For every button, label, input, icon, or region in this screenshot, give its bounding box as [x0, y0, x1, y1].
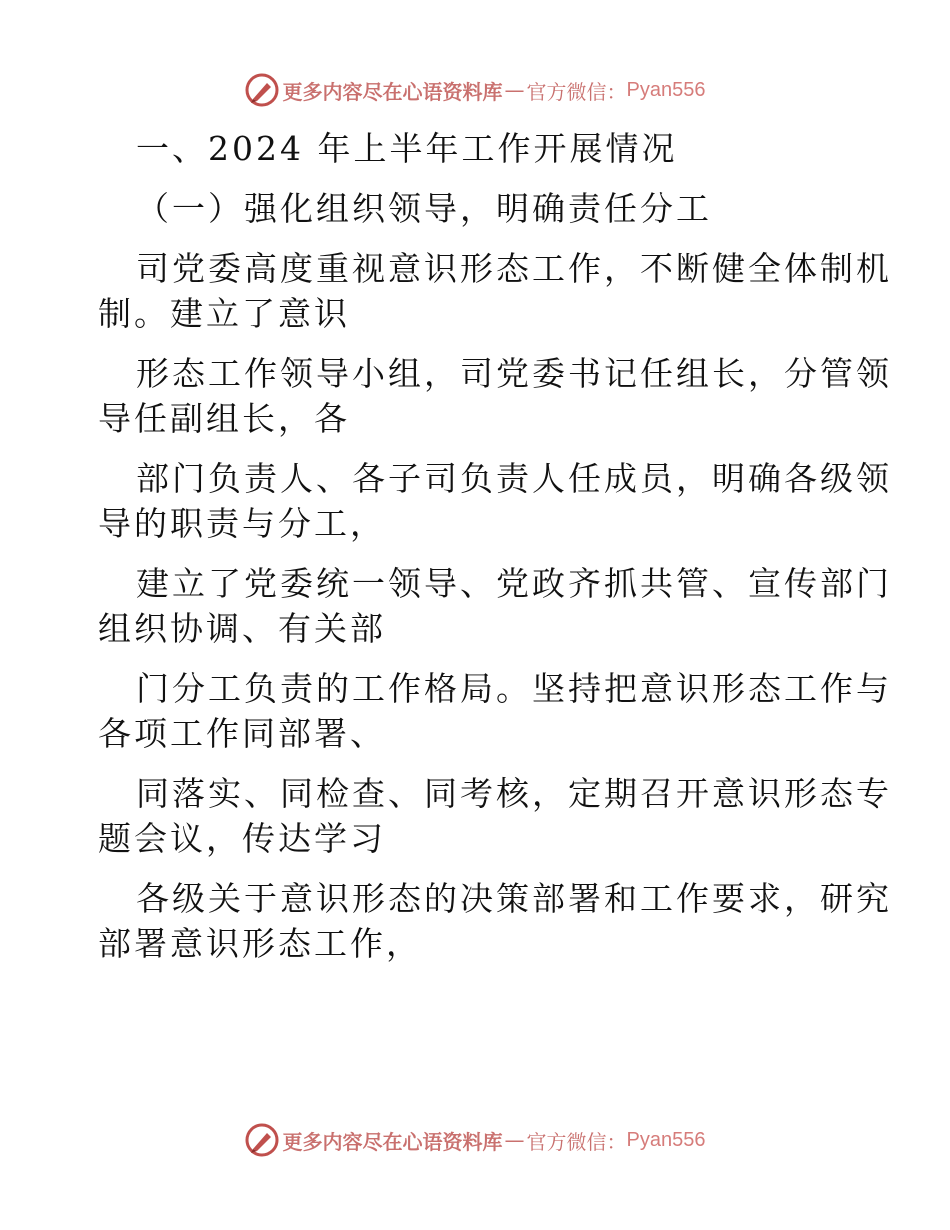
- watermark-official-label: 官方微信：: [526, 1129, 627, 1154]
- watermark-wechat-id: Pyan556: [626, 78, 706, 101]
- paragraph-line: 部门负责人、各子司负责人任成员，明确各级领: [136, 459, 892, 498]
- paragraph-line: 制。建立了意识: [98, 294, 350, 333]
- paragraph-6: [98, 771, 892, 861]
- paragraph-3: [98, 456, 892, 546]
- paragraph-line: 组织协调、有关部: [98, 609, 386, 648]
- subsection-heading: （一）强化组织领导，明确责任分工: [136, 189, 712, 228]
- paragraph-line: 建立了党委统一领导、党政齐抓共管、宣传部门: [136, 564, 892, 603]
- paragraph-line: 同落实、同检查、同考核，定期召开意识形态专: [136, 774, 892, 813]
- watermark-wechat-id: Pyan556: [626, 1128, 706, 1151]
- paragraph-line: 各级关于意识形态的决策部署和工作要求，研究: [136, 879, 892, 918]
- watermark-main-text: 更多内容尽在心语资料库: [282, 1129, 503, 1154]
- paragraph-line: 题会议，传达学习: [98, 819, 386, 858]
- pen-logo-icon: [245, 73, 279, 107]
- paragraph-1: [98, 246, 892, 336]
- watermark-official-label: 官方微信：: [526, 79, 627, 104]
- header-watermark-banner: [0, 68, 950, 112]
- paragraph-4: [98, 561, 892, 651]
- pen-logo-icon: [245, 1123, 279, 1157]
- paragraph-line: 导任副组长，各: [98, 399, 350, 438]
- section-heading: 一、2024 年上半年工作开展情况: [136, 129, 678, 168]
- paragraph-line: 形态工作领导小组，司党委书记任组长，分管领: [136, 354, 892, 393]
- watermark-main-text: 更多内容尽在心语资料库: [282, 79, 503, 104]
- paragraph-line: 部署意识形态工作，: [98, 924, 422, 963]
- document-body: [98, 126, 892, 966]
- paragraph-line: 司党委高度重视意识形态工作，不断健全体制机: [136, 249, 892, 288]
- watermark-separator: —: [504, 78, 525, 102]
- paragraph-7: [98, 876, 892, 966]
- paragraph-line: 导的职责与分工，: [98, 504, 386, 543]
- watermark-separator: —: [504, 1128, 525, 1152]
- watermark-text: [283, 76, 706, 105]
- watermark-text: [283, 1126, 706, 1155]
- paragraph-line: 各项工作同部署、: [98, 714, 386, 753]
- paragraph-2: [98, 351, 892, 441]
- paragraph-line: 门分工负责的工作格局。坚持把意识形态工作与: [136, 669, 892, 708]
- paragraph-5: [98, 666, 892, 756]
- footer-watermark-banner: [0, 1118, 950, 1162]
